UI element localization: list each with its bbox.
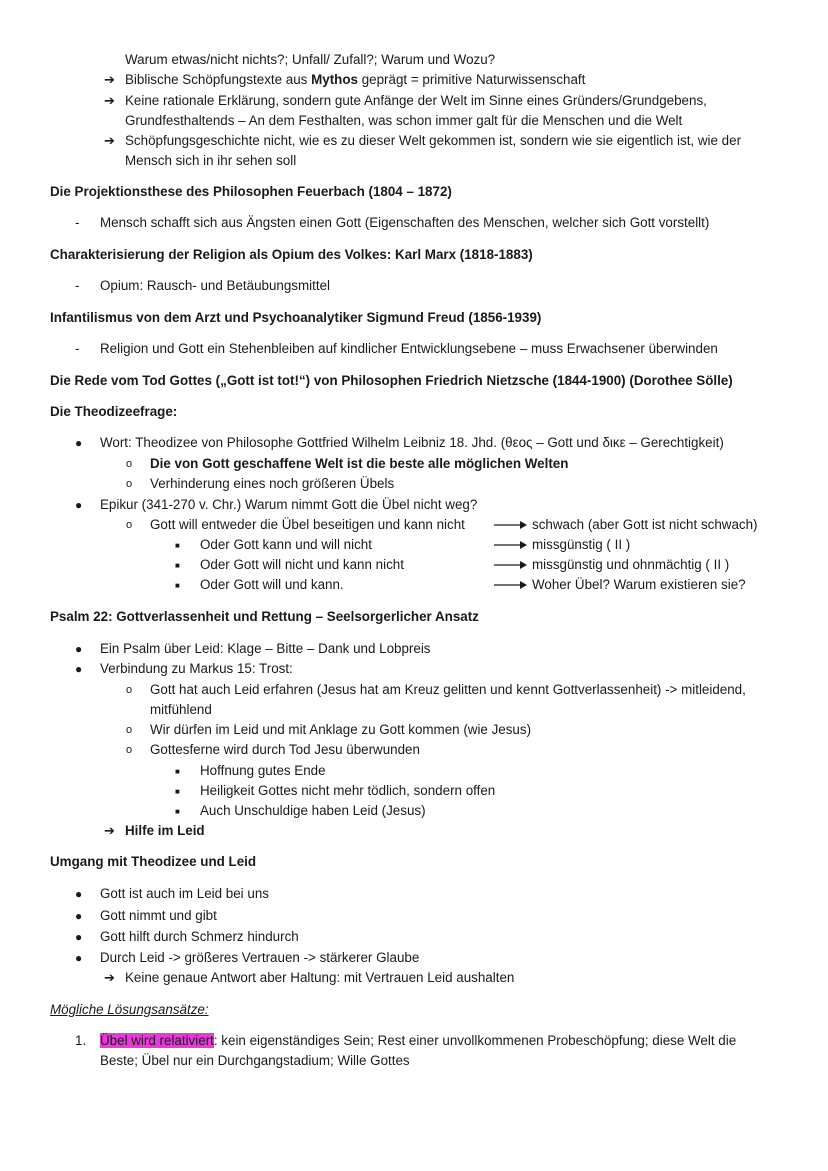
psalm-sub-1-cont: mitfühlend: [150, 702, 212, 717]
epikur-case-4: Oder Gott will und kann.: [200, 577, 344, 592]
arrow-icon: ➔: [104, 823, 115, 838]
feuerbach-item: Mensch schafft sich aus Ängsten einen Gott (Eigenschaften des Menschen, welcher sich Gott vorstellt): [100, 215, 710, 230]
umgang-conclusion: Keine genaue Antwort aber Haltung: mit Vertrauen Leid aushalten: [125, 970, 515, 985]
list-number: 1.: [75, 1033, 87, 1048]
circle-bullet-icon: o: [126, 744, 133, 756]
heading-feuerbach: Die Projektionsthese des Philosophen Feuerbach (1804 – 1872): [50, 184, 452, 199]
umgang-bullet-3: Gott hilft durch Schmerz hindurch: [100, 929, 299, 944]
right-arrow-icon: [494, 516, 528, 534]
square-bullet-icon: ■: [175, 767, 180, 776]
psalm-bullet-2: Verbindung zu Markus 15: Trost:: [100, 661, 293, 676]
bullet-icon: ●: [75, 498, 83, 512]
psalm-subsub-3: Auch Unschuldige haben Leid (Jesus): [200, 803, 426, 818]
epikur-case-1: Gott will entweder die Übel beseitigen und kann nicht: [150, 517, 465, 532]
heading-freud: Infantilismus von dem Arzt und Psychoanalytiker Sigmund Freud (1856-1939): [50, 310, 542, 325]
circle-bullet-icon: o: [126, 519, 133, 531]
psalm-sub-1: Gott hat auch Leid erfahren (Jesus hat am Kreuz gelitten und kennt Gottverlassenheit) -> mitleidend,: [150, 682, 746, 697]
bullet-icon: ●: [75, 662, 83, 676]
intro-line: Warum etwas/nicht nichts?; Unfall/ Zufall?; Warum und Wozu?: [125, 52, 496, 67]
heading-umgang: Umgang mit Theodizee und Leid: [50, 854, 257, 869]
theodizee-sub-2: Verhinderung eines noch größeren Übels: [150, 476, 395, 491]
square-bullet-icon: ■: [175, 807, 180, 816]
bullet-icon: ●: [75, 642, 83, 656]
bullet-icon: ●: [75, 930, 83, 944]
theodizee-bullet-2: Epikur (341-270 v. Chr.) Warum nimmt Gott die Übel nicht weg?: [100, 497, 478, 512]
square-bullet-icon: ■: [175, 561, 180, 570]
intro-arrow-item-2-cont: Grundfesthaltends – An dem Festhalten, was schon immer galt für die Menschen und die Welt: [125, 113, 683, 128]
psalm-sub-3: Gottesferne wird durch Tod Jesu überwunden: [150, 742, 420, 757]
freud-item: Religion und Gott ein Stehenbleiben auf kindlicher Entwicklungsebene – muss Erwachsener überwinden: [100, 341, 718, 356]
arrow-icon: ➔: [104, 970, 115, 985]
arrow-icon: ➔: [104, 93, 115, 108]
epikur-case-2: Oder Gott kann und will nicht: [200, 537, 372, 552]
marx-item: Opium: Rausch- und Betäubungsmittel: [100, 278, 330, 293]
bullet-icon: ●: [75, 887, 83, 901]
square-bullet-icon: ■: [175, 787, 180, 796]
psalm-sub-2: Wir dürfen im Leid und mit Anklage zu Gott kommen (wie Jesus): [150, 722, 532, 737]
circle-bullet-icon: o: [126, 458, 133, 470]
epikur-result-3: missgünstig und ohnmächtig ( II ): [532, 557, 730, 572]
right-arrow-icon: [494, 576, 528, 594]
square-bullet-icon: ■: [175, 581, 180, 590]
intro-arrow-item-3-cont: Mensch sich in ihr sehen soll: [125, 153, 297, 168]
highlighted-text: Übel wird relativiert: [100, 1033, 214, 1048]
circle-bullet-icon: o: [126, 724, 133, 736]
right-arrow-icon: [494, 536, 528, 554]
dash-marker: -: [75, 278, 80, 293]
circle-bullet-icon: o: [126, 684, 133, 696]
circle-bullet-icon: o: [126, 478, 133, 490]
loesung-item-1: Übel wird relativiert: kein eigenständiges Sein; Rest einer unvollkommenen Probeschöpfung; diese Welt die: [100, 1033, 737, 1048]
umgang-bullet-1: Gott ist auch im Leid bei uns: [100, 886, 269, 901]
dash-marker: -: [75, 215, 80, 230]
square-bullet-icon: ■: [175, 541, 180, 550]
right-arrow-icon: [494, 556, 528, 574]
intro-arrow-item-2: Keine rationale Erklärung, sondern gute Anfänge der Welt im Sinne eines Gründers/Grundgebens,: [125, 93, 707, 108]
arrow-icon: ➔: [104, 72, 115, 87]
theodizee-bullet-1: Wort: Theodizee von Philosophe Gottfried Wilhelm Leibniz 18. Jhd. (θεος – Gott und δικε – Gerechtigkeit): [100, 435, 724, 450]
epikur-result-2: missgünstig ( II ): [532, 537, 631, 552]
heading-nietzsche: Die Rede vom Tod Gottes („Gott ist tot!“) von Philosophen Friedrich Nietzsche (1844-1900) (Dorothee Sölle): [50, 373, 733, 388]
bullet-icon: ●: [75, 436, 83, 450]
epikur-case-3: Oder Gott will nicht und kann nicht: [200, 557, 404, 572]
dash-marker: -: [75, 341, 80, 356]
heading-psalm: Psalm 22: Gottverlassenheit und Rettung – Seelsorgerlicher Ansatz: [50, 609, 479, 624]
bullet-icon: ●: [75, 909, 83, 923]
psalm-bullet-1: Ein Psalm über Leid: Klage – Bitte – Dank und Lobpreis: [100, 641, 431, 656]
arrow-icon: ➔: [104, 133, 115, 148]
psalm-subsub-2: Heiligkeit Gottes nicht mehr tödlich, sondern offen: [200, 783, 496, 798]
intro-arrow-item-1: Biblische Schöpfungstexte aus Mythos geprägt = primitive Naturwissenschaft: [125, 72, 586, 87]
psalm-conclusion: Hilfe im Leid: [125, 823, 205, 838]
umgang-bullet-4: Durch Leid -> größeres Vertrauen -> stärkerer Glaube: [100, 950, 420, 965]
loesung-item-1-cont: Beste; Übel nur ein Durchgangstadium; Wille Gottes: [100, 1053, 410, 1068]
intro-arrow-item-3: Schöpfungsgeschichte nicht, wie es zu dieser Welt gekommen ist, sondern wie sie eigentlich ist, wie der: [125, 133, 742, 148]
psalm-subsub-1: Hoffnung gutes Ende: [200, 763, 326, 778]
epikur-result-4: Woher Übel? Warum existieren sie?: [532, 577, 746, 592]
heading-marx: Charakterisierung der Religion als Opium des Volkes: Karl Marx (1818-1883): [50, 247, 533, 262]
heading-theodizee: Die Theodizeefrage:: [50, 404, 178, 419]
epikur-result-1: schwach (aber Gott ist nicht schwach): [532, 517, 758, 532]
bullet-icon: ●: [75, 951, 83, 965]
umgang-bullet-2: Gott nimmt und gibt: [100, 908, 217, 923]
heading-loesungsansaetze: Mögliche Lösungsansätze:: [50, 1002, 209, 1017]
theodizee-sub-1: Die von Gott geschaffene Welt ist die beste alle möglichen Welten: [150, 456, 569, 471]
